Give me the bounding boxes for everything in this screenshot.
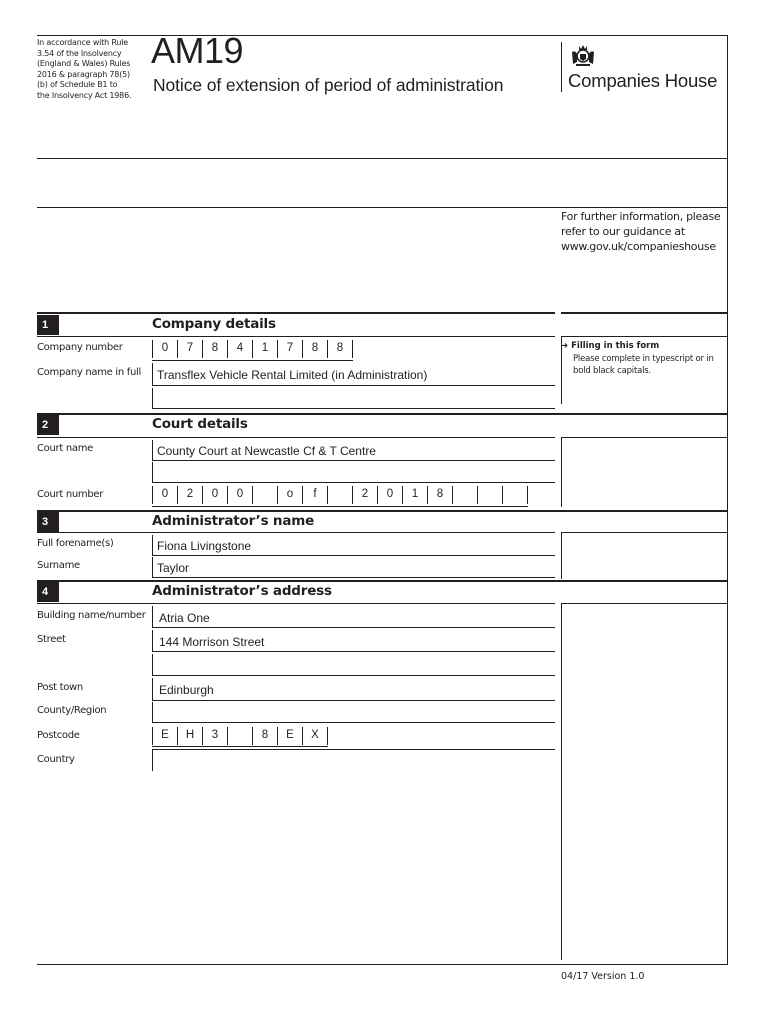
street-field[interactable]: 144 Morrison Street bbox=[159, 635, 265, 649]
side-rule bbox=[561, 437, 728, 438]
building-underline bbox=[152, 627, 555, 628]
side-edge bbox=[561, 603, 562, 960]
section-3-rule bbox=[37, 510, 728, 512]
arrow-right-icon: ➜ bbox=[561, 341, 572, 351]
right-page-edge bbox=[727, 35, 728, 965]
company-name-field[interactable]: Transflex Vehicle Rental Limited (in Administration) bbox=[157, 368, 428, 382]
char-box[interactable]: 0 bbox=[377, 486, 402, 504]
box-end bbox=[327, 727, 328, 745]
char-box[interactable] bbox=[452, 486, 477, 504]
char-box[interactable]: H bbox=[177, 727, 202, 745]
company-number-field[interactable] bbox=[152, 340, 353, 358]
section-2-sub-rule bbox=[37, 437, 555, 438]
field-edge bbox=[152, 363, 153, 385]
guidance-text: For further information, please refer to our guidance at www.gov.uk/companieshouse bbox=[561, 210, 721, 253]
field-edge bbox=[152, 750, 153, 771]
hint-title: ➜ Filling in this form bbox=[561, 341, 660, 351]
field-edge bbox=[152, 630, 153, 651]
postcode-underline bbox=[152, 746, 328, 747]
digit-box[interactable]: 4 bbox=[227, 340, 252, 358]
box-end bbox=[527, 486, 528, 504]
court-number-underline bbox=[152, 506, 528, 507]
building-field[interactable]: Atria One bbox=[159, 611, 210, 625]
version-label: 04/17 Version 1.0 bbox=[561, 971, 645, 982]
section-2-rule bbox=[37, 413, 728, 415]
char-box[interactable] bbox=[227, 727, 252, 745]
court-number-field[interactable] bbox=[152, 486, 528, 504]
legal-reference: In accordance with Rule 3.54 of the Insolvency (England & Wales) Rules 2016 & paragraph 78(5)(b) of Schedule B1 to the Insolvency Act 1986. bbox=[37, 38, 132, 100]
char-box[interactable]: 3 bbox=[202, 727, 227, 745]
char-box[interactable] bbox=[252, 486, 277, 504]
company-name-underline-2 bbox=[152, 408, 555, 409]
court-name-field[interactable]: County Court at Newcastle Cf & T Centre bbox=[157, 444, 376, 458]
surname-label: Surname bbox=[37, 560, 80, 571]
field-edge bbox=[152, 606, 153, 627]
court-name-underline-2 bbox=[152, 482, 555, 483]
side-rule bbox=[561, 532, 728, 533]
char-box[interactable] bbox=[502, 486, 527, 504]
post-town-underline bbox=[152, 700, 555, 701]
street-field-line2[interactable] bbox=[153, 654, 553, 674]
digit-box[interactable]: 8 bbox=[202, 340, 227, 358]
building-label: Building name/number bbox=[37, 610, 146, 621]
company-name-underline bbox=[152, 385, 555, 386]
digit-box[interactable]: 0 bbox=[152, 340, 177, 358]
side-rule bbox=[561, 603, 728, 604]
digit-box[interactable]: 7 bbox=[177, 340, 202, 358]
char-box[interactable]: X bbox=[302, 727, 327, 745]
form-title: Notice of extension of period of administration bbox=[153, 75, 504, 95]
char-box[interactable]: 0 bbox=[227, 486, 252, 504]
char-box[interactable]: E bbox=[277, 727, 302, 745]
street-label: Street bbox=[37, 634, 66, 645]
surname-field[interactable]: Taylor bbox=[157, 561, 190, 575]
field-edge bbox=[152, 678, 153, 700]
box-end bbox=[352, 340, 353, 358]
digit-box[interactable]: 8 bbox=[302, 340, 327, 358]
char-box[interactable]: 8 bbox=[252, 727, 277, 745]
char-box[interactable]: 0 bbox=[202, 486, 227, 504]
country-label: Country bbox=[37, 754, 75, 765]
section-3-title: Administrator’s name bbox=[152, 513, 315, 529]
char-box[interactable]: 2 bbox=[177, 486, 202, 504]
hint-top-rule bbox=[561, 312, 728, 314]
section-4-rule bbox=[37, 580, 728, 582]
forename-underline bbox=[152, 555, 555, 556]
hint-left-rule bbox=[561, 336, 562, 404]
country-topline bbox=[152, 749, 555, 750]
section-2-title: Court details bbox=[152, 416, 248, 432]
side-edge bbox=[561, 437, 562, 507]
forename-field[interactable]: Fiona Livingstone bbox=[157, 539, 252, 553]
section-1-rule bbox=[37, 312, 555, 314]
char-box[interactable] bbox=[477, 486, 502, 504]
side-edge bbox=[561, 532, 562, 579]
char-box[interactable]: f bbox=[302, 486, 327, 504]
field-edge bbox=[152, 440, 153, 461]
hint-rule bbox=[561, 336, 728, 337]
section-4-title: Administrator’s address bbox=[152, 583, 332, 599]
char-box[interactable]: 0 bbox=[152, 486, 177, 504]
section-1-title: Company details bbox=[152, 316, 276, 332]
field-edge bbox=[152, 557, 153, 578]
surname-underline bbox=[152, 577, 555, 578]
court-number-label: Court number bbox=[37, 489, 104, 500]
section-3-number: 3 bbox=[37, 512, 59, 532]
postcode-label: Postcode bbox=[37, 730, 80, 741]
char-box[interactable]: 2 bbox=[352, 486, 377, 504]
hint-body: Please complete in typescript or in bold black capitals. bbox=[573, 354, 714, 376]
footer-rule bbox=[37, 964, 728, 965]
header-rule-2 bbox=[37, 207, 728, 208]
court-name-underline bbox=[152, 460, 555, 461]
char-box[interactable]: 1 bbox=[402, 486, 427, 504]
section-4-sub-rule bbox=[37, 603, 555, 604]
royal-coat-of-arms-icon bbox=[568, 42, 598, 68]
field-edge bbox=[152, 535, 153, 556]
company-number-underline bbox=[152, 360, 353, 361]
header-rule-1 bbox=[37, 158, 728, 159]
court-name-label: Court name bbox=[37, 443, 94, 454]
post-town-label: Post town bbox=[37, 682, 83, 693]
companies-house-name: Companies House bbox=[568, 70, 718, 91]
top-rule bbox=[37, 35, 728, 36]
court-name-field-line2[interactable] bbox=[153, 462, 553, 482]
section-4-number: 4 bbox=[37, 582, 59, 602]
company-name-label: Company name in full bbox=[37, 367, 142, 378]
section-1-number: 1 bbox=[37, 315, 59, 335]
postcode-field[interactable] bbox=[152, 727, 328, 745]
street-underline bbox=[152, 651, 555, 652]
char-box[interactable]: 8 bbox=[427, 486, 452, 504]
char-box[interactable] bbox=[327, 486, 352, 504]
street-underline-2 bbox=[152, 675, 555, 676]
section-3-sub-rule bbox=[37, 532, 555, 533]
section-2-number: 2 bbox=[37, 415, 59, 435]
company-name-field-line2[interactable] bbox=[153, 388, 553, 408]
char-box[interactable]: o bbox=[277, 486, 302, 504]
digit-box[interactable]: 7 bbox=[277, 340, 302, 358]
company-number-label: Company number bbox=[37, 342, 123, 353]
county-underline bbox=[152, 722, 555, 723]
county-label: County/Region bbox=[37, 705, 107, 716]
digit-box[interactable]: 8 bbox=[327, 340, 352, 358]
logo-divider bbox=[561, 42, 562, 92]
post-town-field[interactable]: Edinburgh bbox=[159, 683, 214, 697]
forename-label: Full forename(s) bbox=[37, 538, 114, 549]
digit-box[interactable]: 1 bbox=[252, 340, 277, 358]
section-1-sub-rule bbox=[37, 336, 555, 337]
field-edge bbox=[152, 702, 153, 723]
form-code: AM19 bbox=[151, 30, 244, 71]
char-box[interactable]: E bbox=[152, 727, 177, 745]
